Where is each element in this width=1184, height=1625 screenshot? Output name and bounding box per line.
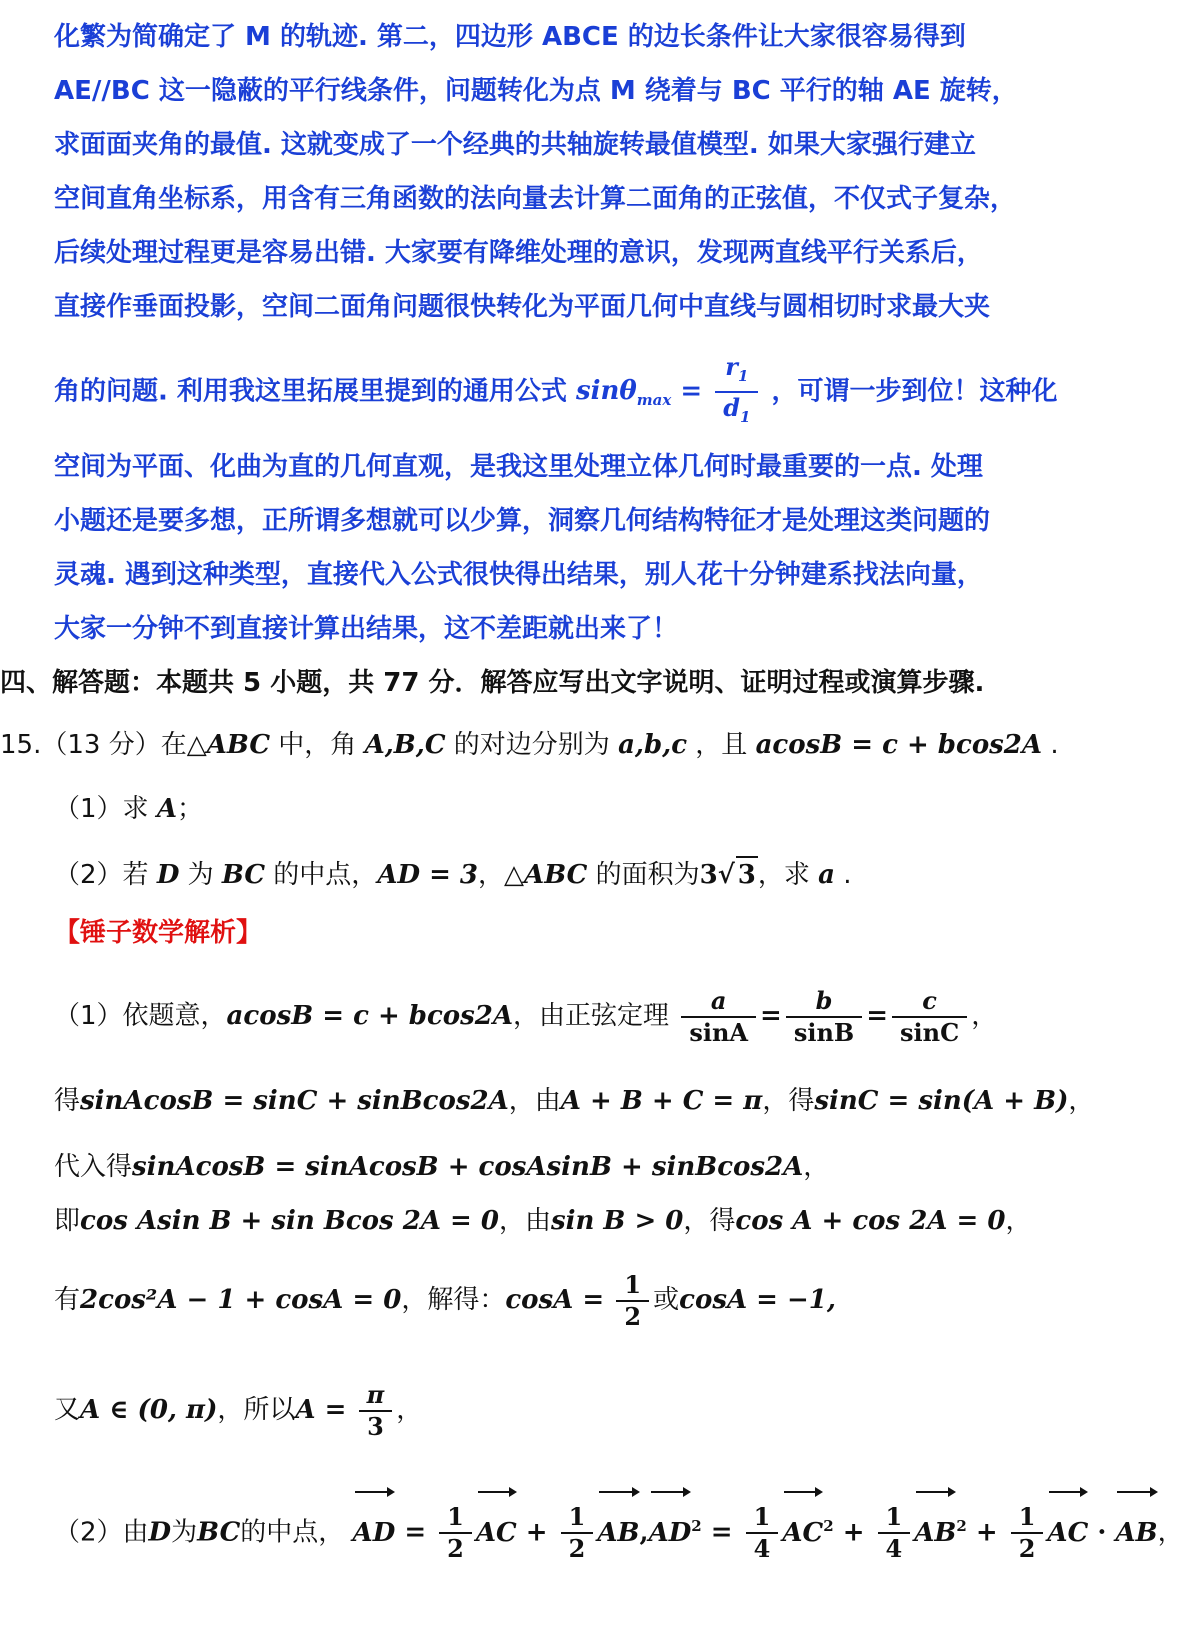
question-1: （1）求 A； xyxy=(54,794,204,824)
commentary-line-7-post: ，可谓一步到位！这种化 xyxy=(771,376,1058,407)
commentary-line-10: 灵魂. 遇到这种类型，直接代入公式很快得出结果，别人花十分钟建系找法向量， xyxy=(54,560,983,590)
commentary-line-3: 求面面夹角的最值. 这就变成了一个经典的共轴旋转最值模型. 如果大家强行建立 xyxy=(54,130,976,160)
solution-step-3: 代入得sinAcosB = sinAcosB + cosAsinB + sinBcos2A， xyxy=(54,1152,830,1182)
fraction-quarter-2: $\frac{1}{4}$ xyxy=(878,1502,911,1564)
fraction-quarter-1: $\frac{1}{4}$ xyxy=(746,1502,779,1564)
commentary-line-1: 化繁为简确定了 M 的轨迹. 第二，四边形 ABCE 的边长条件让大家很容易得到 xyxy=(54,22,966,52)
vector-AD-squared: AD xyxy=(649,1487,692,1573)
fraction-a-sinA: $\frac{a}{\sin A}$ xyxy=(681,986,756,1048)
commentary-line-11: 大家一分钟不到直接计算出结果，这不差距就出来了！ xyxy=(54,614,679,644)
formula-lhs: sinθ$_{max}$ xyxy=(576,376,672,410)
commentary-line-7-pre: 角的问题. 利用我这里拓展里提到的通用公式 xyxy=(54,376,567,407)
vector-AB-dot: AB xyxy=(1115,1487,1157,1573)
solution-title: 【锤子数学解析】 xyxy=(54,918,263,948)
vector-AD: AD xyxy=(353,1487,396,1573)
fraction-half-2: $\frac{1}{2}$ xyxy=(561,1502,594,1564)
commentary-line-8: 空间为平面、化曲为直的几何直观，是我这里处理立体几何时最重要的一点. 处理 xyxy=(54,452,983,482)
fraction-one-half: $\frac{1}{2}$ xyxy=(616,1270,649,1332)
commentary-line-5: 后续处理过程更是容易出错. 大家要有降维处理的意识，发现两直线平行关系后， xyxy=(54,238,983,268)
solution-step-1: （1）依题意，acosB = c + bcos2A，由正弦定理 $\frac{a}{\sin A}$ = $\frac{b}{\sin B}$ = $\frac{c}{\sin C}$ ， xyxy=(54,985,998,1047)
solution-part-2: （2）由D为BC的中点， AD = $\frac{1}{2}$ AC + $\frac{1}{2}$ $AB,AD^2$ = $\frac{1}{4}$ $AC^2$ + $\frac{1}{4}$ $AB^2$ + $\frac{1}{2}$ AC · AB， xyxy=(54,1486,1184,1573)
commentary-line-7: 角的问题. 利用我这里拓展里提到的通用公式 sinθ$_{max}$ = $\frac{r_1}{d_1}$ ，可谓一步到位！这种化 xyxy=(54,352,1058,432)
formula-fraction: $\frac{r_1}{d_1}$ xyxy=(715,352,758,432)
section-heading: 四、解答题：本题共 5 小题，共 77 分．解答应写出文字说明、证明过程或演算步骤. xyxy=(0,668,985,698)
problem-statement: 15.（13 分）在△ABC 中，角 A,B,C 的对边分别为 a,b,c ，且 acosB = c + bcos2A . xyxy=(0,730,1059,760)
solution-step-6: 又A ∈ (0, π)，所以A = $\frac{\pi}{3}$ ， xyxy=(54,1379,423,1441)
fraction-pi-third: $\frac{\pi}{3}$ xyxy=(359,1380,393,1442)
vector-AB: AB xyxy=(597,1487,639,1573)
fraction-b-sinB: $\frac{b}{\sin B}$ xyxy=(786,986,862,1048)
solution-step-5: 有2cos²A − 1 + cosA = 0，解得：cosA = $\frac{1}{2}$ 或cosA = −1, xyxy=(54,1269,836,1331)
commentary-line-6: 直接作垂面投影，空间二面角问题很快转化为平面几何中直线与圆相切时求最大夹 xyxy=(54,292,991,322)
commentary-line-2: AE//BC 这一隐蔽的平行线条件，问题转化为点 M 绕着与 BC 平行的轴 AE 旋转， xyxy=(54,76,1018,106)
fraction-half-3: $\frac{1}{2}$ xyxy=(1011,1502,1044,1564)
fraction-half-1: $\frac{1}{2}$ xyxy=(439,1502,472,1564)
fraction-c-sinC: $\frac{c}{\sin C}$ xyxy=(892,986,967,1048)
vector-AC-dot: AC xyxy=(1047,1487,1088,1573)
solution-step-2: 得sinAcosB = sinC + sinBcos2A，由A + B + C = π，得sinC = sin(A + B)， xyxy=(54,1086,1095,1116)
solution-step-4: 即cos Asin B + sin Bcos 2A = 0，由sin B > 0，得cos A + cos 2A = 0， xyxy=(54,1206,1032,1236)
commentary-line-4: 空间直角坐标系，用含有三角函数的法向量去计算二面角的正弦值，不仅式子复杂， xyxy=(54,184,1017,214)
vector-AB-squared: AB xyxy=(914,1487,956,1573)
question-2: （2）若 D 为 BC 的中点，AD = 3，△ABC 的面积为3√ 3，求 a . xyxy=(54,856,852,892)
vector-AC-squared: AC xyxy=(782,1487,823,1573)
commentary-line-9: 小题还是要多想，正所谓多想就可以少算，洞察几何结构特征才是处理这类问题的 xyxy=(54,506,991,536)
vector-AC: AC xyxy=(476,1487,517,1573)
